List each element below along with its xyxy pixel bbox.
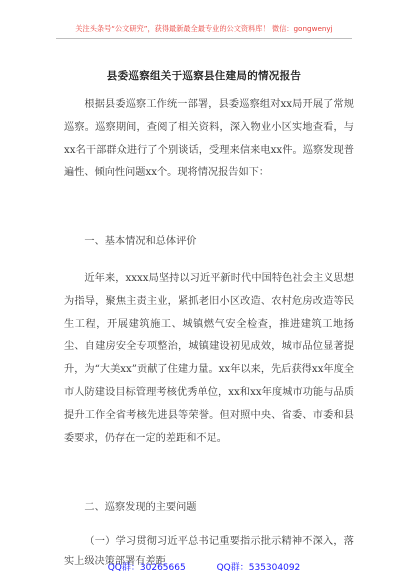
header-banner: 关注头条号“公文研究”，获得最新最全最专业的公文资料库！ 微信：gongwenyj (75, 24, 333, 33)
footer-qq-group-1: QQ群：30265665 (107, 563, 186, 573)
subsection-heading-1: （一）学习贯彻习近平总书记重要指示批示精神不深入，落实上级决策部署有差距 (64, 536, 354, 567)
document-title: 县委巡察组关于巡察县住建局的情况报告 (106, 70, 302, 82)
section-heading-basic-situation: 一、基本情况和总体评价 (84, 236, 197, 247)
section-heading-main-problems: 二、巡察发现的主要问题 (84, 502, 197, 513)
header-divider (56, 38, 352, 39)
section1-paragraph: 近年来，xxxx局坚持以习近平新时代中国特色社会主义思想为指导，聚焦主责主业，紧抓老旧小区改造、农村危房改造等民生工程，开展建筑施工、城镇燃气安全检查，推进建筑工地扬尘、自建房安全专项整治，城镇建设初见成效，城市品位显著提升，为“大美xx”贡献了住建力量。xx年以来，先后获得xx年度全市人防建设目标管理考核优秀单位，xx和xx年度城市功能与品质提升工作全省考核先进县等荣誉。但对照中央、省委、市委和县委要求，仍存在一定的差距和不足。 (64, 273, 354, 444)
intro-paragraph: 根据县委巡察工作统一部署，县委巡察组对xx局开展了常规巡察。巡察期间，查阅了相关资料，深入物业小区实地查看，与xx名干部群众进行了个别谈话，受理来信来电xx件。巡察发现普遍性、倾向性问题xx个。现将情况报告如下： (64, 99, 354, 179)
footer-qq-group-2: QQ群：535304092 (216, 563, 301, 573)
footer-contact (0, 560, 408, 573)
